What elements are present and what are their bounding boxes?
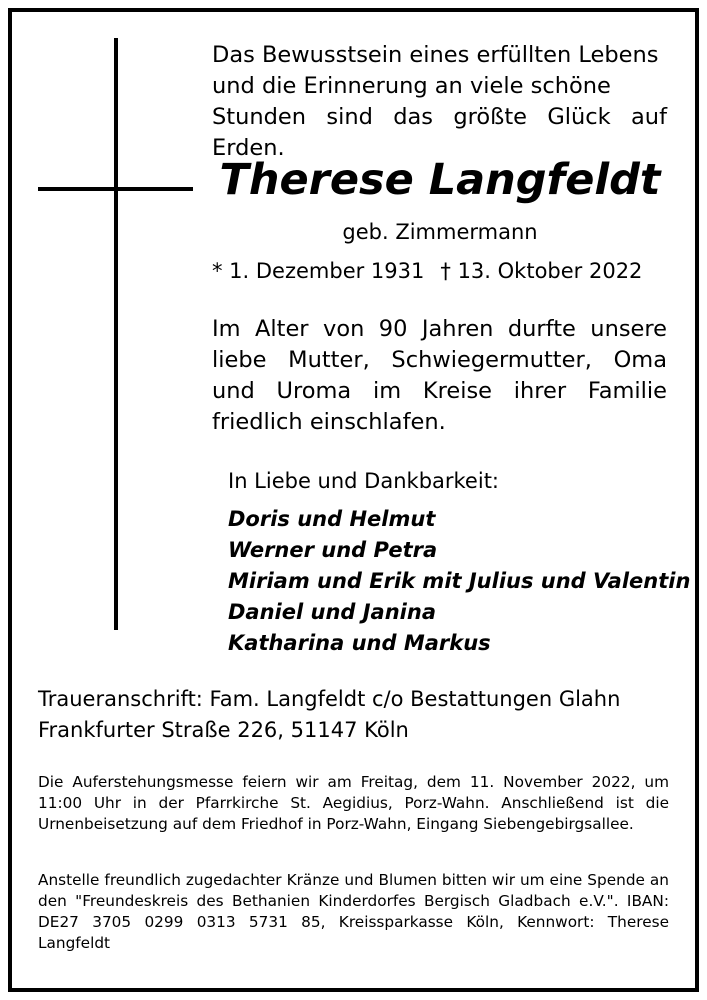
address-line: Frankfurter Straße 226, 51147 Köln xyxy=(38,718,409,742)
motto-line: Stunden sind das größte Glück auf Erden. xyxy=(212,104,667,161)
birth-name: geb. Zimmermann xyxy=(342,220,538,244)
motto-line: Das Bewusstsein eines erfüllten Lebens xyxy=(212,42,659,68)
donation-info: Anstelle freundlich zugedachter Kränze und Blumen bitten wir um eine Spende an den "Freundeskreis des Bethanien Kinderdorfes Bergisch Gladbach e.V.". IBAN: DE27 3705 0299 0313 5731 85, Kreissparkasse Köln, Kennwort: Therese Langfeldt xyxy=(38,871,669,952)
thanks-line: In Liebe und Dankbarkeit: xyxy=(228,469,500,493)
death-date: † 13. Oktober 2022 xyxy=(440,259,643,283)
mourning-address xyxy=(38,684,678,746)
life-dates xyxy=(212,256,672,286)
mourner-entry: Miriam und Erik mit Julius und Valentin xyxy=(228,569,691,593)
birth-date: * 1. Dezember 1931 xyxy=(212,259,425,283)
mourner-entry: Doris und Helmut xyxy=(228,507,436,531)
cross-icon-horizontal-bar xyxy=(38,187,193,191)
motto-line: und die Erinnerung an viele schöne xyxy=(212,73,611,99)
mourner-entry: Werner und Petra xyxy=(228,538,438,562)
mourner-entry: Katharina und Markus xyxy=(228,631,491,655)
deceased-name: Therese Langfeldt xyxy=(219,155,661,205)
address-line: Traueranschrift: Fam. Langfeldt c/o Bestattungen Glahn xyxy=(38,687,621,711)
intro-text: Im Alter von 90 Jahren durfte unsere liebe Mutter, Schwiegermutter, Oma und Uroma im Kreise ihrer Familie friedlich einschlafen. xyxy=(212,316,667,435)
mourner-entry: Daniel und Janina xyxy=(228,600,437,624)
service-info: Die Auferstehungsmesse feiern wir am Freitag, dem 11. November 2022, um 11:00 Uhr in der Pfarrkirche St. Aegidius, Porz-Wahn. Anschließend ist die Urnenbeisetzung auf dem Friedhof in Porz-Wahn, Eingang Siebengebirgsallee. xyxy=(38,773,669,833)
cross-icon-vertical-bar xyxy=(114,38,118,630)
mourners-list xyxy=(228,504,690,659)
motto-verse xyxy=(212,40,667,164)
